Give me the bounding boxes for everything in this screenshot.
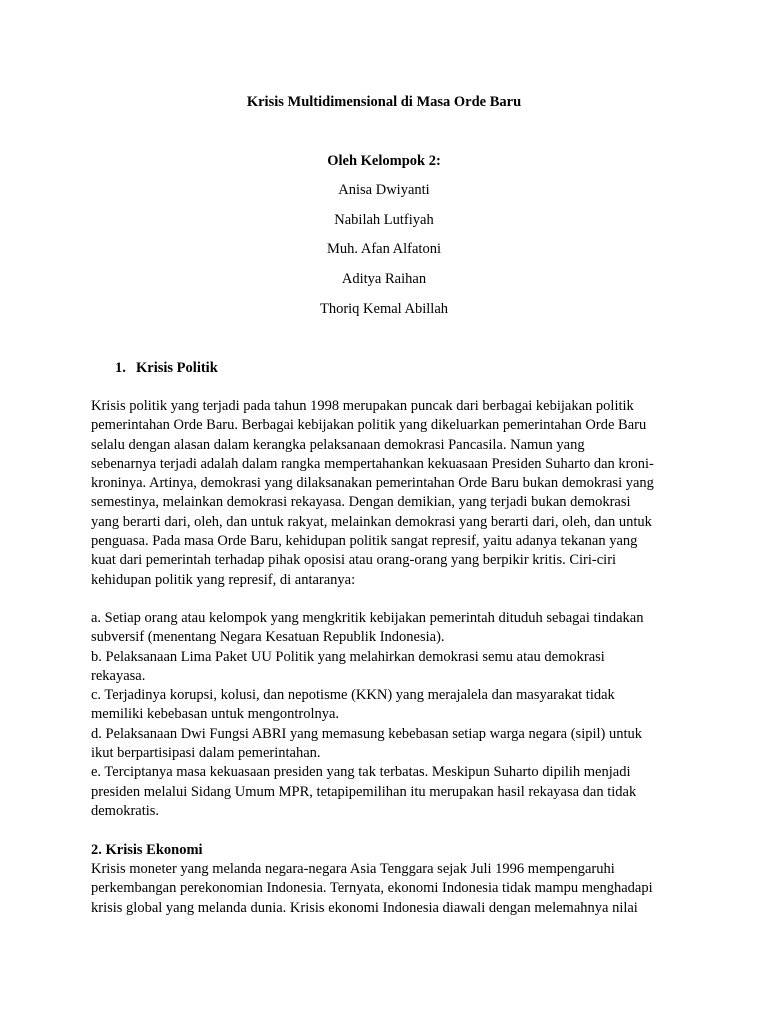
list-item-line: rekayasa. [91,667,146,684]
paragraph-line: kroninya. Artinya, demokrasi yang dilaksanakan pemerintahan Orde Baru bukan demokrasi yang [91,475,654,492]
author-byline: Oleh Kelompok 2: [327,153,441,169]
section-heading-politik: Krisis Politik [136,360,218,376]
paragraph-line: Krisis moneter yang melanda negara-negara Asia Tenggara sejak Juli 1996 mempengaruhi [91,861,615,877]
list-item-line: demokratis. [91,802,160,819]
paragraph-line: Krisis politik yang terjadi pada tahun 1998 merupakan puncak dari berbagai kebijakan politik [91,398,634,414]
list-item-line: c. Terjadinya korupsi, kolusi, dan nepotisme (KKN) yang merajalela dan masyarakat tidak [91,687,615,704]
paragraph-line: selalu dengan alasan dalam kerangka pelaksanaan demokrasi Pancasila. Namun yang [91,436,585,453]
section-heading-ekonomi: 2. Krisis Ekonomi [91,842,203,858]
paragraph-line: semestinya, melainkan demokrasi rekayasa. Dengan demikian, yang terjadi bukan demokrasi [91,494,631,511]
list-item-line: a. Setiap orang atau kelompok yang mengkritik kebijakan pemerintah dituduh sebagai tindakan [91,610,644,626]
author-name: Anisa Dwiyanti [338,182,430,198]
ekonomi-paragraph [91,860,691,918]
list-item-line: e. Terciptanya masa kekuasaan presiden yang tak terbatas. Meskipun Suharto dipilih menjadi [91,764,631,781]
politik-intro-paragraph [91,397,691,590]
author-name: Aditya Raihan [341,271,427,287]
paragraph-line: krisis global yang melanda dunia. Krisis ekonomi Indonesia diawali dengan melemahnya nilai [91,899,638,916]
list-item-line: d. Pelaksanaan Dwi Fungsi ABRI yang memasung kebebasan setiap warga negara (sipil) untuk [91,725,643,742]
author-name: Muh. Afan Alfatoni [327,241,441,257]
paragraph-line: kuat dari pemerintah terhadap pihak oposisi atau orang-orang yang berpikir kritis. Ciri-ciri [91,552,617,569]
paragraph-line: penguasa. Pada masa Orde Baru, kehidupan politik sangat represif, yaitu adanya tekanan yang [91,533,638,550]
list-item-line: presiden melalui Sidang Umum MPR, tetapipemilihan itu merupakan hasil rekayasa dan tidak [91,783,637,800]
politik-characteristics-list [91,609,691,821]
list-item-line: b. Pelaksanaan Lima Paket UU Politik yang melahirkan demokrasi semu atau demokrasi [91,648,605,665]
author-name: Nabilah Lutfiyah [334,212,434,228]
document-title: Krisis Multidimensional di Masa Orde Baru [246,94,522,110]
paragraph-line: yang berarti dari, oleh, dan untuk rakyat, melainkan demokrasi yang berarti dari, oleh, dan untuk [91,513,652,530]
list-item-line: memiliki kebebasan untuk mengontrolnya. [91,706,340,723]
list-item-line: ikut berpartisipasi dalam pemerintahan. [91,745,321,762]
paragraph-line: kehidupan politik yang represif, di antaranya: [91,571,356,588]
paragraph-line: perkembangan perekonomian Indonesia. Ternyata, ekonomi Indonesia tidak mampu menghadapi [91,880,653,897]
list-item-line: subversif (menentang Negara Kesatuan Republik Indonesia). [91,629,445,646]
paragraph-line: pemerintahan Orde Baru. Berbagai kebijakan politik yang dikeluarkan pemerintahan Orde Baru [91,417,647,434]
section-number: 1. [115,360,126,376]
author-name: Thoriq Kemal Abillah [319,301,449,317]
paragraph-line: sebenarnya terjadi adalah dalam rangka mempertahankan kekuasaan Presiden Suharto dan kroni- [91,455,654,472]
